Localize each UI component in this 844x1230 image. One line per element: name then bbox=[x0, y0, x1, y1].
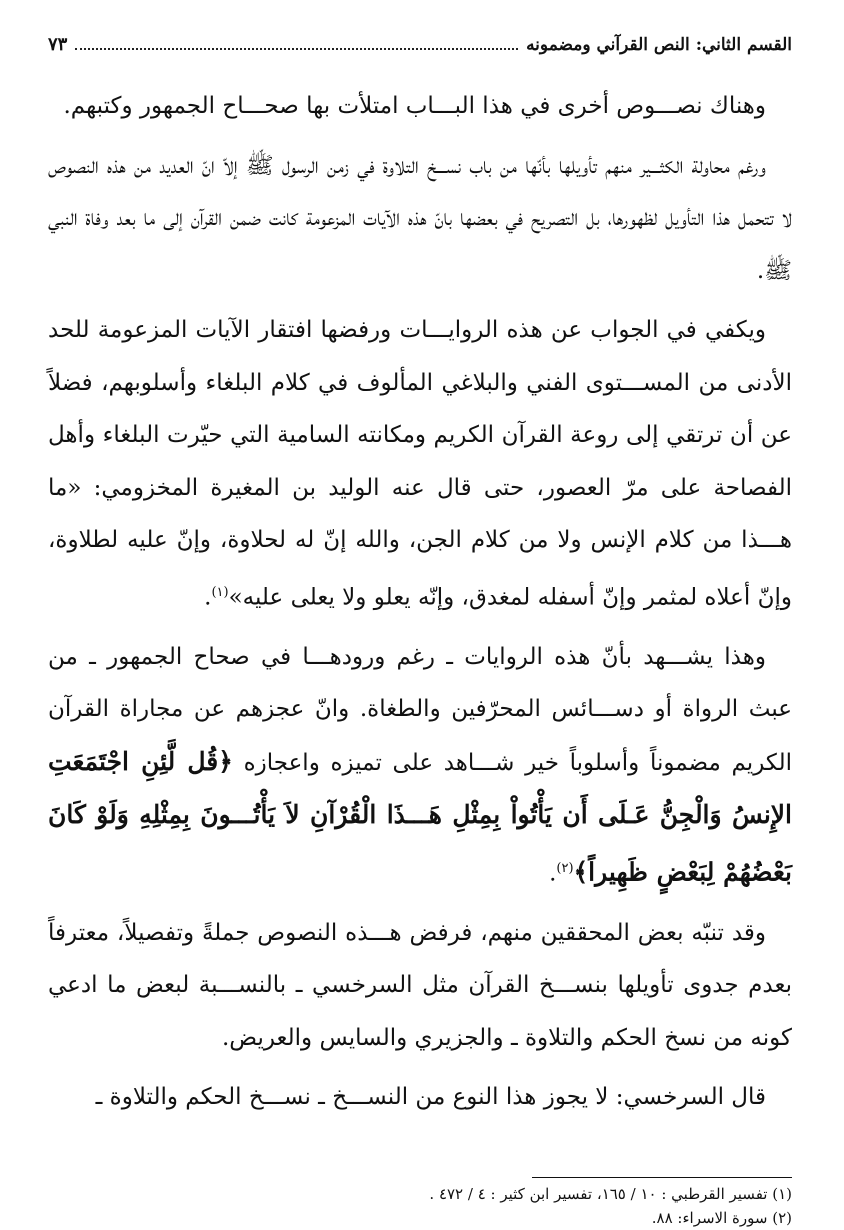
paragraph: وهذا يشـــهد بأنّ هذه الروايات ـ رغم ورودهـــا في صحاح الجمهور ـ من عبث الرواة أو دســـائس المحرّفين والطغاة. وانّ عجزهم عن مجاراة القرآن الكريم مضموناً وأسلوباً خير شـــاهد على تميزه واعجازه ﴿قُل لَّئِنِ اجْتَمَعَتِ الإِنسُ وَالْجِنُّ عَـلَى أَن يَأْتُواْ بِمِثْلِ هَـــذَا الْقُرْآنِ لاَ يَأْتُـــونَ بِمِثْلِهِ وَلَوْ كَانَ بَعْضُهُمْ لِبَعْضٍ ظَهِيراً﴾$^{(٢)}$. bbox=[48, 643, 792, 887]
header-dot-leader bbox=[75, 48, 518, 50]
body-text bbox=[48, 80, 792, 1124]
paragraph: وهناك نصـــوص أخرى في هذا البـــاب امتلأت بها صحـــاح الجمهور وكتبهم. bbox=[63, 93, 766, 119]
footnote-ref: (١) bbox=[211, 584, 229, 600]
footnotes bbox=[48, 1180, 792, 1230]
running-header bbox=[48, 34, 792, 64]
page-number: ٧٣ bbox=[48, 34, 68, 55]
quran-verse: ﴿قُل لَّئِنِ اجْتَمَعَتِ الإِنسُ وَالْجِنُّ عَـلَى أَن يَأْتُواْ بِمِثْلِ هَـــذَا الْقُرْآنِ لاَ يَأْتُـــونَ بِمِثْلِهِ وَلَوْ كَانَ بَعْضُهُمْ لِبَعْضٍ ظَهِيراً﴾ bbox=[48, 746, 792, 887]
paragraph: وقد تنبّه بعض المحققين منهم، فرفض هـــذه النصوص جملةً وتفصيلاً، معترفاً بعدم جدوى تأويلها بنســـخ القرآن مثل السرخسي ـ بالنســـبة لبعض ما ادعي كونه من نسخ الحكم والتلاوة ـ والجزيري والسايس والعريض. bbox=[48, 919, 792, 1051]
footnote: (١) تفسير القرطبي : ١٠ / ١٦٥، تفسير ابن كثير : ٤ / ٤٧٢ . bbox=[429, 1185, 792, 1203]
footnote-divider bbox=[532, 1177, 792, 1178]
paragraph: ورغم محاولة الكثـــير منهم تأويلها بأنّها من باب نســـخ التلاوة في زمن الرسول ﷺ إلاّ انّ العديد من هذه النصوص لا تتحمل هذا التأويل لظهورها، بل التصريح في بعضها بانّ هذه الآيات المزعومة كانت ضمن القرآن إلى ما بعد وفاة النبي ﷺ. bbox=[48, 152, 792, 284]
paragraph: ويكفي في الجواب عن هذه الروايـــات ورفضها افتقار الآيات المزعومة للحد الأدنى من المســـتوى الفني والبلاغي المألوف في كلام البلغاء وأسلوبهم، فضلاً عن أن ترتقي إلى روعة القرآن الكريم ومكانته السامية التي حيّرت البلغاء وأهل الفصاحة على مرّ العصور، حتى قال عنه الوليد بن المغيرة المخزومي: «ما هـــذا من كلام الإنس ولا من كلام الجن، والله إنّ له لحلاوة، وإنّ عليه لطلاوة، وإنّ أعلاه لمثمر وإنّ أسفله لمغدق، وإنّه يعلو ولا يعلى عليه»$^{(١)}$. bbox=[48, 317, 792, 611]
footnote-ref: (٢) bbox=[556, 860, 574, 876]
paragraph: قال السرخسي: لا يجوز هذا النوع من النســـخ ـ نســـخ الحكم والتلاوة ـ bbox=[95, 1084, 766, 1111]
footnote: (٢) سورة الاسراء: ٨٨. bbox=[651, 1209, 792, 1227]
header-title: القسم الثاني: النص القرآني ومضمونه bbox=[526, 35, 792, 55]
